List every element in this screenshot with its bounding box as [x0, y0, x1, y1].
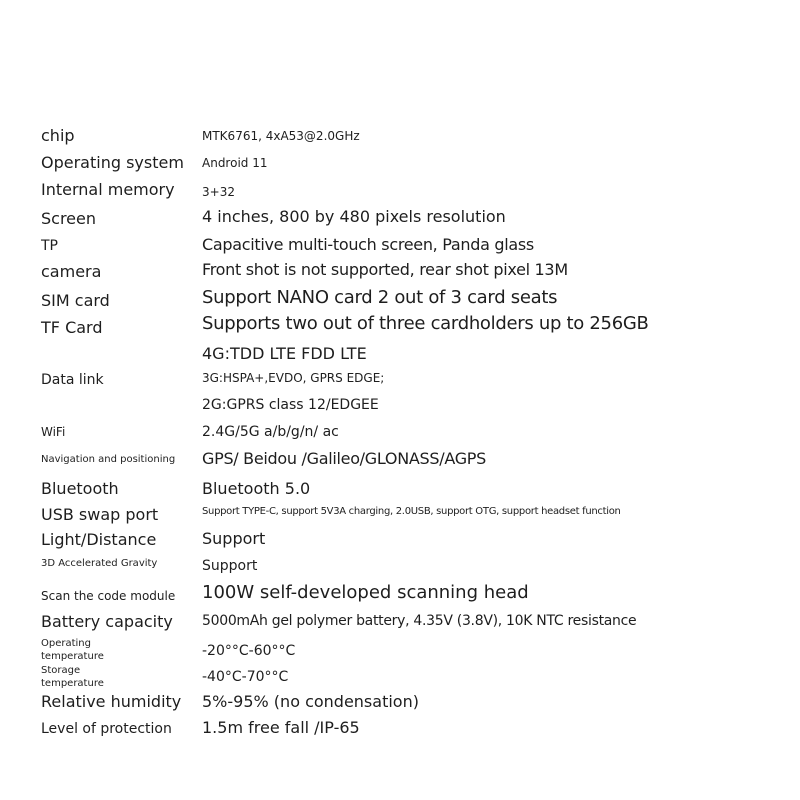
tf-value: Supports two out of three cardholders up to 256GB [202, 313, 649, 334]
nav-value: GPS/ Beidou /Galileo/GLONASS/AGPS [202, 449, 486, 468]
battery-label: Battery capacity [41, 612, 173, 631]
sim-value: Support NANO card 2 out of 3 card seats [202, 287, 558, 308]
st-temp-label-line2: temperature [41, 678, 104, 689]
gravity-value: Support [202, 558, 258, 574]
st-temp-value: -40°C-70°°C [202, 669, 289, 685]
light-value: Support [202, 529, 266, 548]
camera-label: camera [41, 262, 102, 281]
memory-value: 3+32 [202, 185, 235, 199]
tf-label: TF Card [41, 318, 103, 337]
tp-label: TP [41, 238, 58, 254]
scan-label: Scan the code module [41, 589, 176, 603]
usb-value: Support TYPE-C, support 5V3A charging, 2.0USB, support OTG, support headset function [202, 506, 621, 517]
os-label: Operating system [41, 153, 184, 172]
datalink-2g-value: 2G:GPRS class 12/EDGEE [202, 397, 379, 413]
nav-label: Navigation and positioning [41, 454, 176, 465]
chip-label: chip [41, 126, 75, 145]
screen-label: Screen [41, 209, 97, 228]
st-temp-label-line1: Storage [41, 665, 81, 676]
camera-value: Front shot is not supported, rear shot pixel 13M [202, 260, 568, 279]
bluetooth-label: Bluetooth [41, 479, 119, 498]
humidity-label: Relative humidity [41, 692, 182, 711]
scan-value: 100W self-developed scanning head [202, 582, 529, 603]
screen-value: 4 inches, 800 by 480 pixels resolution [202, 207, 506, 226]
bluetooth-value: Bluetooth 5.0 [202, 479, 311, 498]
wifi-value: 2.4G/5G a/b/g/n/ ac [202, 424, 339, 440]
datalink-4g-value: 4G:TDD LTE FDD LTE [202, 344, 367, 363]
op-temp-label-line1: Operating [41, 638, 91, 649]
sim-label: SIM card [41, 291, 110, 310]
op-temp-value: -20°°C-60°°C [202, 643, 296, 659]
humidity-value: 5%-95% (no condensation) [202, 692, 419, 711]
memory-label: Internal memory [41, 180, 175, 199]
protection-label: Level of protection [41, 721, 172, 737]
op-temp-label-line2: temperature [41, 651, 104, 662]
protection-value: 1.5m free fall /IP-65 [202, 718, 360, 737]
datalink-label: Data link [41, 372, 104, 388]
wifi-label: WiFi [41, 425, 66, 439]
tp-value: Capacitive multi-touch screen, Panda glass [202, 235, 534, 254]
os-value: Android 11 [202, 156, 268, 170]
light-label: Light/Distance [41, 530, 157, 549]
datalink-3g-value: 3G:HSPA+,EVDO, GPRS EDGE; [202, 371, 385, 385]
chip-value: MTK6761, 4xA53@2.0GHz [202, 129, 360, 143]
usb-label: USB swap port [41, 505, 159, 524]
gravity-label: 3D Accelerated Gravity [41, 558, 158, 569]
battery-value: 5000mAh gel polymer battery, 4.35V (3.8V), 10K NTC resistance [202, 613, 637, 629]
